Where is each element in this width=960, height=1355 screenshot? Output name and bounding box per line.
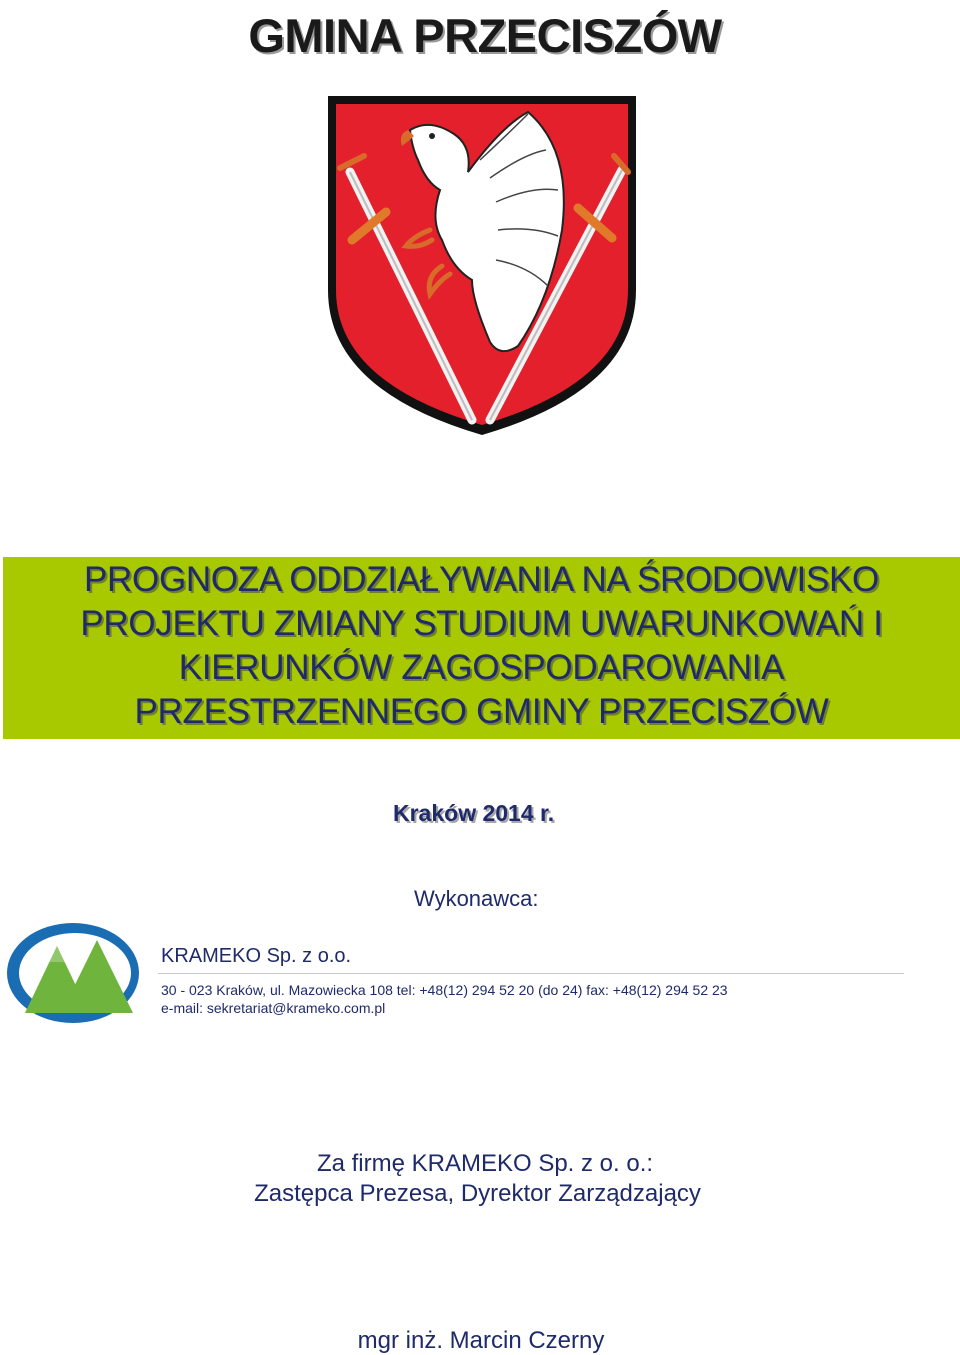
signer-name: mgr inż. Marcin Czerny xyxy=(357,1327,605,1354)
report-title-band xyxy=(3,557,960,739)
company-address: 30 - 023 Kraków, ul. Mazowiecka 108 tel: +48(12) 294 52 20 (do 24) fax: +48(12) 294 52 23 xyxy=(161,982,728,998)
company-email: e-mail: sekretariat@krameko.com.pl xyxy=(161,1000,386,1016)
place-date: Kraków 2014 r. xyxy=(393,800,555,826)
crest-emblem xyxy=(322,90,642,440)
krameko-logo xyxy=(3,918,143,1028)
document-title: GMINA PRZECISZÓW xyxy=(248,9,722,62)
contractor-label: Wykonawca: xyxy=(414,886,539,911)
report-title-line-2: PROJEKTU ZMIANY STUDIUM UWARUNKOWAŃ I xyxy=(80,604,883,643)
report-title-line-4: PRZESTRZENNEGO GMINY PRZECISZÓW xyxy=(134,692,829,731)
report-title-line-3: KIERUNKÓW ZAGOSPODAROWANIA xyxy=(178,648,785,687)
signature-role: Zastępca Prezesa, Dyrektor Zarządzający xyxy=(254,1180,701,1207)
report-title-line-1: PROGNOZA ODDZIAŁYWANIA NA ŚRODOWISKO xyxy=(84,560,879,599)
signature-for-company: Za firmę KRAMEKO Sp. z o. o.: xyxy=(316,1150,654,1177)
divider-line xyxy=(158,973,904,974)
company-name: KRAMEKO Sp. z o.o. xyxy=(161,945,352,967)
